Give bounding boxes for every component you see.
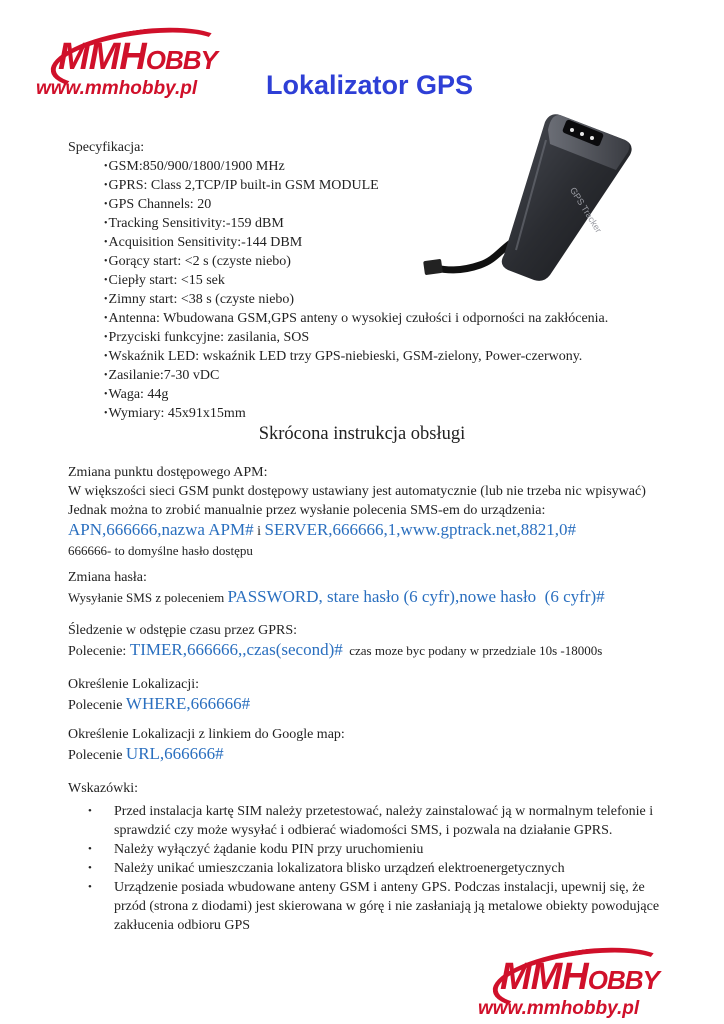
spec-item [104, 271, 668, 290]
spec-item [104, 366, 668, 385]
spec-item-text: Tracking Sensitivity:-159 dBM [108, 216, 284, 231]
password-line [68, 587, 668, 608]
spec-item [104, 385, 668, 404]
spec-item-text: Zimny start: <38 s (czyste niebo) [108, 292, 295, 307]
url-command: URL,666666# [125, 744, 224, 763]
apn-joiner: i [253, 524, 265, 539]
spec-item [104, 290, 668, 309]
spec-item-text: GPS Channels: 20 [108, 197, 212, 212]
default-password-note [68, 541, 668, 560]
spec-item [104, 347, 668, 366]
tip-item [68, 840, 668, 859]
password-prefix: Wysyłanie SMS z poleceniem [68, 590, 228, 605]
url-prefix: Polecenie [68, 748, 126, 763]
timer-heading: Śledzenie w odstępie czasu przez GPRS: [68, 623, 297, 638]
spec-item-text: Ciepły start: <15 sek [108, 273, 225, 288]
tips-list [68, 802, 668, 935]
logo-brand-small: OBBY [145, 45, 217, 75]
logo-url: www.mmhobby.pl [36, 78, 198, 99]
spec-item [104, 157, 668, 176]
logo-url: www.mmhobby.pl [478, 998, 640, 1019]
manual-title: Skrócona instrukcja obsługi [258, 424, 466, 444]
url-section [68, 725, 668, 765]
where-heading: Określenie Lokalizacji: [68, 677, 199, 692]
spec-item [104, 195, 668, 214]
spec-item [104, 214, 668, 233]
apn-heading: Zmiana punktu dostępowego APM: [68, 465, 268, 480]
spec-item [104, 328, 668, 347]
where-command: WHERE,666666# [125, 694, 251, 713]
spec-item-text: Wymiary: 45x91x15mm [108, 406, 246, 421]
password-section [68, 568, 668, 608]
url-heading: Określenie Lokalizacji z linkiem do Google map: [68, 727, 345, 742]
tip-item [68, 802, 668, 840]
timer-prefix: Polecenie: [68, 644, 130, 659]
spec-item-text: GSM:850/900/1800/1900 MHz [108, 159, 285, 174]
spec-item-text: Wskaźnik LED: wskaźnik LED trzy GPS-niebieski, GSM-zielony, Power-czerwony. [108, 349, 583, 364]
logo-brand [58, 36, 217, 79]
spec-item [104, 233, 668, 252]
where-line [68, 694, 668, 715]
specs-list [68, 157, 668, 423]
device-label: GPS Tracker [567, 185, 604, 235]
specs-heading: Specyfikacja: [68, 140, 145, 155]
default-password-text: - to domyślne hasło dostępu [107, 543, 253, 558]
spec-item-text: GPRS: Class 2,TCP/IP built-in GSM MODULE [108, 178, 379, 193]
brand-logo-top [32, 28, 247, 98]
tip-item-text: Należy wyłączyć żądanie kodu PIN przy uruchomieniu [114, 842, 424, 857]
brand-logo-bottom [474, 948, 689, 1018]
tip-item [68, 859, 668, 878]
tip-item [68, 878, 668, 935]
apn-command: APN,666666,nazwa APM# [68, 520, 254, 539]
server-command: SERVER,666666,1,www.gptrack.net,8821,0# [264, 520, 577, 539]
spec-item-text: Gorący start: <2 s (czyste niebo) [108, 254, 291, 269]
password-heading: Zmiana hasła: [68, 570, 147, 585]
logo-brand-small: OBBY [587, 965, 659, 995]
spec-item-text: Antenna: Wbudowana GSM,GPS anteny o wysokiej czułości i odporności na zakłócenia. [108, 311, 609, 326]
specification-section [68, 138, 668, 423]
tips-section [68, 779, 668, 935]
timer-section [68, 621, 668, 661]
timer-command: TIMER,666666,,czas(second)# [129, 640, 343, 659]
apn-text: W większości sieci GSM punkt dostępowy ustawiany jest automatycznie (lub nie trzeba nic wpisywać) Jednak można to zrobić manualnie przez wysłanie polecenia SMS-em do urządzenia: [68, 484, 646, 518]
spec-item [104, 309, 668, 328]
spec-item-text: Waga: 44g [108, 387, 169, 402]
spec-item-text: Zasilanie:7-30 vDC [108, 368, 220, 383]
logo-brand-big: MMH [58, 36, 146, 78]
logo-brand-big: MMH [500, 956, 588, 998]
spec-item [104, 252, 668, 271]
apn-commands [68, 520, 668, 541]
tip-item-text: Przed instalacja kartę SIM należy przetestować, należy zainstalować ją w normalnym telefonie i sprawdzić czy może wysyłać i odbierać wiadomości SMS, i pozwala na działanie GPRS. [114, 804, 654, 838]
spec-item-text: Przyciski funkcyjne: zasilania, SOS [108, 330, 310, 345]
tip-item-text: Urządzenie posiada wbudowane anteny GSM i anteny GPS. Podczas instalacji, upewnij się, że przód (strona z diodami) jest skierowana w górę i nie zasłaniają ją metalowe obiekty powodujące zakłucenia odbioru GPS [114, 880, 660, 933]
password-command: PASSWORD, stare hasło (6 cyfr),nowe hasło (6 cyfr)# [227, 587, 605, 606]
url-line [68, 744, 668, 765]
where-prefix: Polecenie [68, 698, 126, 713]
spec-item-text: Acquisition Sensitivity:-144 DBM [108, 235, 303, 250]
where-section [68, 675, 668, 715]
timer-line [68, 640, 668, 661]
timer-note: czas moze byc podany w przedziale 10s -18000s [342, 643, 603, 658]
spec-item [104, 404, 668, 423]
spec-item [104, 176, 668, 195]
tips-heading: Wskazówki: [68, 781, 138, 796]
tip-item-text: Należy unikać umieszczania lokalizatora blisko urządzeń elektroenergetycznych [114, 861, 565, 876]
apn-section [68, 463, 668, 560]
default-password-code: 666666 [68, 543, 107, 558]
logo-brand [500, 956, 659, 999]
page-title: Lokalizator GPS [266, 70, 474, 100]
